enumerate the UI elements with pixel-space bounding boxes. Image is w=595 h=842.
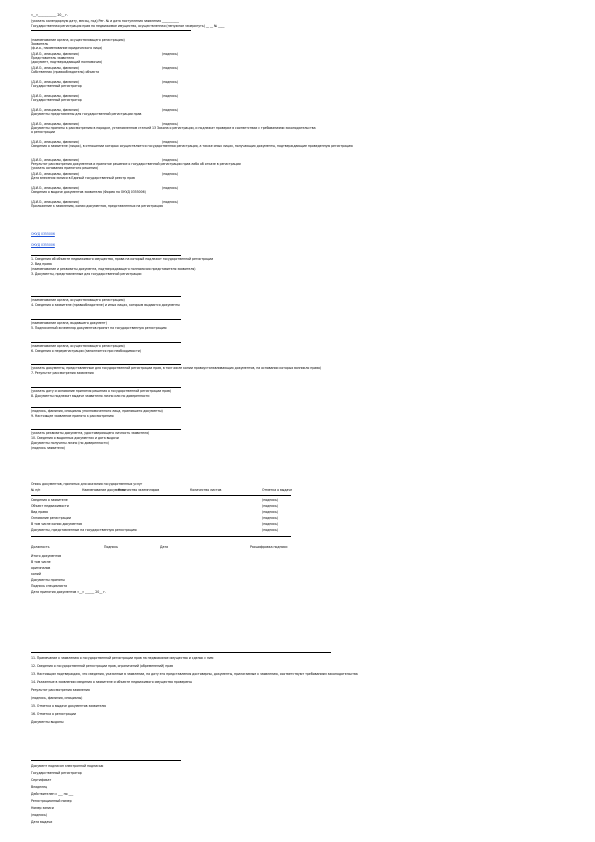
sec7-rule bbox=[31, 407, 181, 408]
final-line-0: 11. Примечание к заявлению о государственной регистрации прав на недвижимое имущество и сделок с ним bbox=[31, 656, 214, 660]
block-name-caption: (Д.И.О., инициалы, фамилия) bbox=[31, 80, 79, 84]
sec2-line-0: (наименование органа, осуществляющего регистрацию) bbox=[31, 298, 125, 302]
block-role-line: Сведения о заявителе (лицах), в отношении которых осуществляется государственная регистрация, а также иных лицах, получающих документы, подтверждающие проведенную регистрацию bbox=[31, 144, 353, 148]
block-name-caption: (Д.И.О., инициалы, фамилия) bbox=[31, 140, 79, 144]
signature-column-header: Расшифровка подписи bbox=[250, 545, 288, 549]
end-line-7: (подпись) bbox=[31, 813, 48, 817]
sec6-rule bbox=[31, 387, 181, 388]
okud-link[interactable]: ОКУД 0355006 bbox=[31, 232, 55, 236]
block-name-caption: (Д.И.О., инициалы, фамилия) bbox=[31, 122, 79, 126]
sec2-line-1: 4. Сведения о заявителе (правообладателе) и иных лицах, которым выдаются документы bbox=[31, 303, 180, 307]
block-name-caption: (Д.И.О., инициалы, фамилия) bbox=[31, 66, 79, 70]
sec1-rule bbox=[31, 255, 181, 256]
table-row-label: Основание регистрации bbox=[31, 516, 71, 520]
block-role-line: Документы представлены для государственной регистрации прав bbox=[31, 112, 142, 116]
table-header: Отметка о выдаче bbox=[262, 488, 293, 492]
sec3-rule bbox=[31, 319, 181, 320]
final-line-3: 14. Указанные в заявлении сведения о заявителе и объекте недвижимого имущества проверены bbox=[31, 680, 192, 684]
sec8-line-1: 10. Сведения о выданных документах и дата выдачи bbox=[31, 436, 119, 440]
block-name-caption: (Д.И.О., инициалы, фамилия) bbox=[31, 200, 79, 204]
table-row-label: В том числе копии документов bbox=[31, 522, 82, 526]
table-row-signature: (подпись) bbox=[262, 498, 279, 502]
end-line-0: Документ подписан электронной подписью bbox=[31, 764, 104, 768]
final-line-8: Документы выданы bbox=[31, 720, 64, 724]
footer-line-4: Документы приняты bbox=[31, 578, 65, 582]
final-line-6: 15. Отметка о выдаче документов заявителю bbox=[31, 704, 107, 708]
table-header-rule bbox=[31, 495, 291, 496]
sec4-line-1: 6. Сведения о перерегистрации (заполняется при необходимости) bbox=[31, 349, 141, 353]
table-row-signature: (подпись) bbox=[262, 522, 279, 526]
final-line-4: Результат рассмотрения заявления bbox=[31, 688, 90, 692]
sec4-line-0: (наименование органа, осуществляющего регистрацию) bbox=[31, 344, 125, 348]
sec6-line-1: 8. Документы подлежат выдаче заявителю лично или по доверенности bbox=[31, 394, 150, 398]
block-name-caption: (Д.И.О., инициалы, фамилия) bbox=[31, 158, 79, 162]
sec5-line-1: 7. Результат рассмотрения заявления bbox=[31, 371, 94, 375]
sec1-line-2: (наименование и реквизиты документа, подтверждающего полномочия представителя заявителя) bbox=[31, 267, 196, 271]
final-line-5: (подпись, фамилия, инициалы) bbox=[31, 696, 83, 700]
end-rule bbox=[31, 760, 181, 761]
sec8-rule bbox=[31, 429, 181, 430]
block-signature-caption: (подпись) bbox=[162, 172, 179, 176]
header-registration-line: (указать календарную дату, месяц, год) Рег. № и дата поступления заявления ___________ bbox=[31, 19, 179, 23]
block-signature-caption: (подпись) bbox=[162, 108, 179, 112]
sec1-line-0: 1. Сведения об объекте недвижимого имущества, права на который подлежат государственной регистрации bbox=[31, 257, 214, 261]
okud-link[interactable]: ОКУД 0355006 bbox=[31, 243, 55, 247]
block-name-caption: (Д.И.О., инициалы, фамилия) bbox=[31, 94, 79, 98]
end-line-1: Государственный регистратор bbox=[31, 771, 82, 775]
header-rights-line: Государственная регистрация прав на недвижимое имущество, осуществленная (ненужное зачеркнуть) __ __ № ____ bbox=[31, 24, 225, 28]
block-signature-caption: (подпись) bbox=[162, 186, 179, 190]
block-note-line: (ф.и.о., наименование юридического лица) bbox=[31, 46, 103, 50]
block-note-line: (указать основания принятого решения) bbox=[31, 166, 99, 170]
sec3-line-0: (наименование органа, выдавшего документ) bbox=[31, 321, 107, 325]
end-line-3: Владелец bbox=[31, 785, 48, 789]
block-note-line: (документ, подтверждающий полномочия) bbox=[31, 60, 103, 64]
block-name-caption: (Д.И.О., инициалы, фамилия) bbox=[31, 52, 79, 56]
block-name-caption: (Д.И.О., инициалы, фамилия) bbox=[31, 172, 79, 176]
block-role-line: Собственник (правообладатель) объекта bbox=[31, 70, 99, 74]
block-note-line: о регистрации bbox=[31, 130, 55, 134]
block-role-line: Государственный регистратор bbox=[31, 98, 82, 102]
sec5-rule bbox=[31, 364, 181, 365]
final-line-1: 12. Сведения о государственной регистрации прав, ограничений (обременений) прав bbox=[31, 664, 173, 668]
block-role-line: Сведения о выдаче документов заявителю (Форма по ОКУД 0355006) bbox=[31, 190, 146, 194]
block-name-caption: (Д.И.О., инициалы, фамилия) bbox=[31, 108, 79, 112]
final-line-7: 16. Отметка о регистрации bbox=[31, 712, 76, 716]
final-rule bbox=[31, 652, 331, 653]
table-header: Количество листов bbox=[190, 488, 222, 492]
block-signature-caption: (подпись) bbox=[162, 200, 179, 204]
table-row-signature: (подпись) bbox=[262, 516, 279, 520]
sec4-rule bbox=[31, 342, 181, 343]
footer-line-2: оригиналов bbox=[31, 566, 51, 570]
signature-column-header: Должность bbox=[31, 545, 50, 549]
sec5-line-0: (указать документы, представленные для государственной регистрации прав, в том числе копии правоустанавливающих документов, на основании которых возникло право) bbox=[31, 366, 322, 370]
footer-line-1: В том числе bbox=[31, 560, 51, 564]
end-line-8: Дата выдачи bbox=[31, 820, 53, 824]
footer-line-5: Подпись специалиста bbox=[31, 584, 68, 588]
table-row-label: Сведения о заявителе bbox=[31, 498, 68, 502]
table-row-signature: (подпись) bbox=[262, 528, 279, 532]
sec8-line-2: Документы получены лично (по доверенности) bbox=[31, 441, 109, 445]
sec1-line-1: 2. Вид права bbox=[31, 262, 52, 266]
sec8-line-3: (подпись заявителя) bbox=[31, 446, 65, 450]
table-bottom-rule bbox=[31, 536, 291, 537]
sec1-line-3: 3. Документы, представленные для государственной регистрации bbox=[31, 272, 142, 276]
table-row-label: Объект недвижимости bbox=[31, 504, 69, 508]
block-signature-caption: (подпись) bbox=[162, 158, 179, 162]
sec8-line-0: (указать реквизиты документа, удостоверяющего личность заявителя) bbox=[31, 431, 150, 435]
table-row-signature: (подпись) bbox=[262, 510, 279, 514]
block-name-caption: (Д.И.О., инициалы, фамилия) bbox=[31, 186, 79, 190]
header-date-line: «__»____________ 20__ г. bbox=[31, 13, 68, 17]
block-role-line: Приложение к заявлению, копии документов, представленных на регистрацию bbox=[31, 204, 163, 208]
footer-line-6: Дата принятия документов «__» ______ 20__ г. bbox=[31, 590, 106, 594]
end-line-2: Сертификат bbox=[31, 778, 52, 782]
end-line-4: Действителен с ___ по ___ bbox=[31, 792, 74, 796]
footer-line-3: копий bbox=[31, 572, 41, 576]
block-role-line: Дата внесения записи в Единый государственный реестр прав bbox=[31, 176, 135, 180]
end-line-5: Регистрационный номер bbox=[31, 799, 72, 803]
block-role-line: Заявитель bbox=[31, 42, 49, 46]
block-signature-caption: (подпись) bbox=[162, 122, 179, 126]
end-line-6: Номер записи bbox=[31, 806, 54, 810]
final-line-2: 13. Настоящим подтверждаю, что сведения, указанные в заявлении, на дату его представления достоверны, документы, прилагаемые к заявлению, соответствуют требованиям законодательства bbox=[31, 672, 358, 676]
block-signature-caption: (подпись) bbox=[162, 52, 179, 56]
table-row-label: Вид права bbox=[31, 510, 48, 514]
sec3-line-1: 5. Подписанный экземпляр документов принят на государственную регистрацию bbox=[31, 326, 167, 330]
block-signature-caption: (подпись) bbox=[162, 80, 179, 84]
sec2-rule bbox=[31, 296, 181, 297]
signature-column-header: Подпись bbox=[104, 545, 118, 549]
block-signature-caption: (подпись) bbox=[162, 94, 179, 98]
signature-column-header: Дата bbox=[160, 545, 169, 549]
block-role-line: Представитель заявителя bbox=[31, 56, 74, 60]
sec7-line-0: (подпись, фамилия, инициалы уполномоченного лица, принявшего документы) bbox=[31, 409, 163, 413]
block-name-caption: (наименование органа, осуществляющего регистрацию) bbox=[31, 38, 125, 42]
table-title: Опись документов, принятых для оказания государственных услуг bbox=[31, 482, 143, 486]
block-signature-caption: (подпись) bbox=[162, 66, 179, 70]
block-role-line: Государственный регистратор bbox=[31, 84, 82, 88]
table-row-signature: (подпись) bbox=[262, 504, 279, 508]
table-header: Количество экземпляров bbox=[118, 488, 160, 492]
block-role-line: Результат рассмотрения документов и принятое решение о государственной регистрации прав либо об отказе в регистрации bbox=[31, 162, 241, 166]
table-header: Наименование документа bbox=[82, 488, 125, 492]
footer-line-0: Итого документов bbox=[31, 554, 62, 558]
table-header: № п/п bbox=[31, 488, 41, 492]
block-signature-caption: (подпись) bbox=[162, 140, 179, 144]
table-row-label: Документы, представленные на государственную регистрацию bbox=[31, 528, 137, 532]
header-rule bbox=[31, 30, 191, 31]
sec6-line-0: (указать дату и основание принятия решения о государственной регистрации прав) bbox=[31, 389, 172, 393]
block-role-line: Документы приняты к рассмотрению в порядке, установленном статьей 13 Закона о регистрации, и подлежат проверке в соответствии с требованиями законодательства bbox=[31, 126, 316, 130]
sec7-line-1: 9. Настоящее заявление принято к рассмотрению bbox=[31, 414, 114, 418]
